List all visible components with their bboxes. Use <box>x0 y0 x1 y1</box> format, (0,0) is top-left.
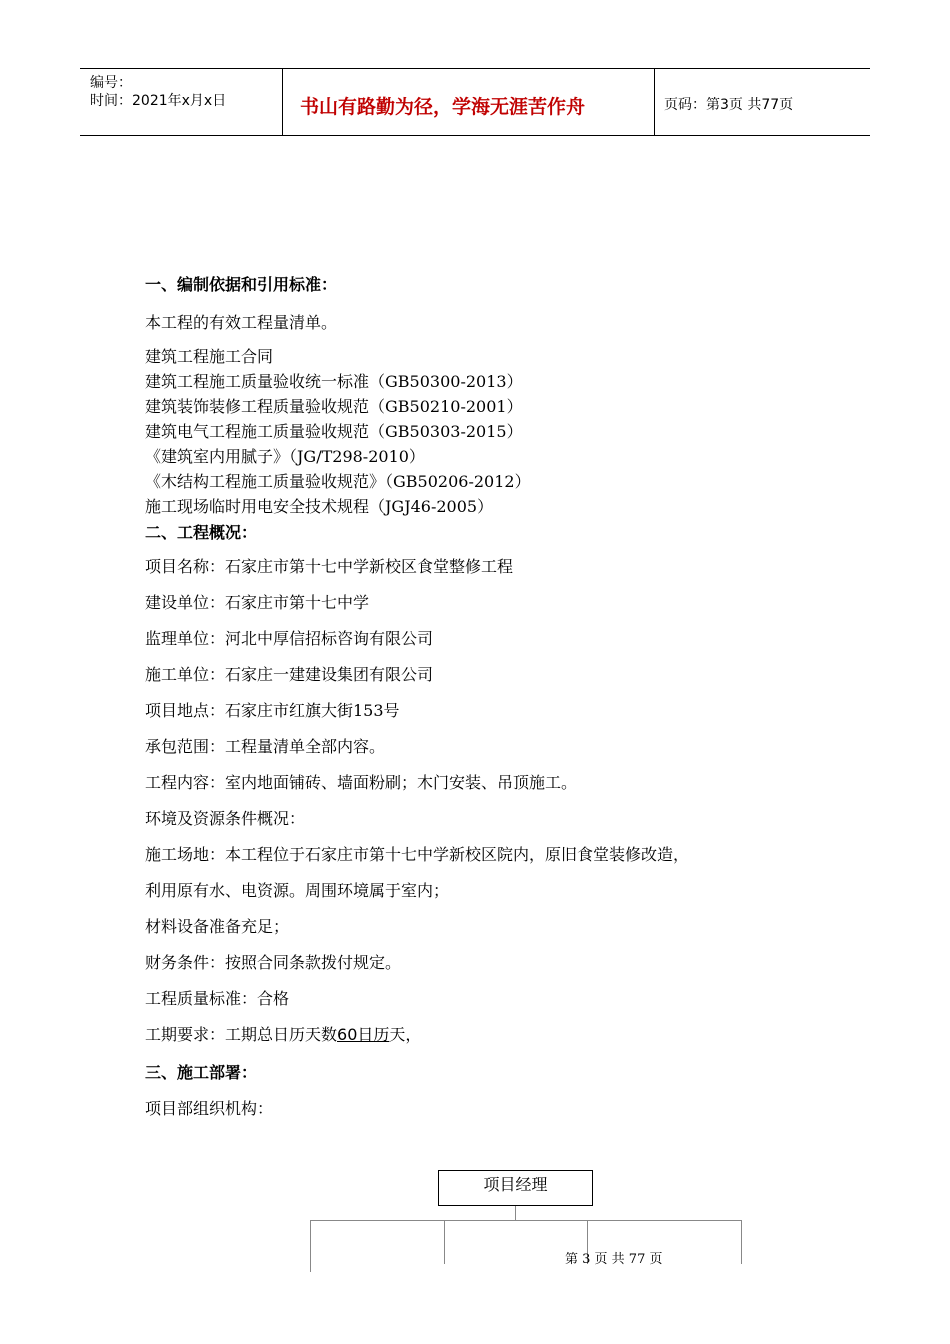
overview-line: 承包范围：工程量清单全部内容。 <box>145 737 386 756</box>
section-1-title: 一、编制依据和引用标准： <box>145 275 338 294</box>
overview-line: 材料设备准备充足； <box>145 917 290 936</box>
org-node-project-manager <box>438 1170 593 1206</box>
basis-line: 建筑电气工程施工质量验收规范（GB50303-2015） <box>145 422 523 441</box>
overview-line: 施工单位：石家庄一建建设集团有限公司 <box>145 665 434 684</box>
schedule-prefix: 工期要求：工期总日历天数 <box>145 1025 338 1044</box>
basis-line: 《木结构工程施工质量验收规范》（GB50206-2012） <box>145 472 531 491</box>
header-divider-left <box>282 68 283 136</box>
org-structure-label: 项目部组织机构： <box>145 1099 274 1118</box>
overview-line: 工程质量标准：合格 <box>145 989 290 1008</box>
header-page-info: 页码：第3页 共77页 <box>664 97 794 113</box>
schedule-line <box>145 1022 421 1045</box>
org-connector-horizontal <box>310 1220 742 1221</box>
overview-line: 项目地点：石家庄市红旗大街153号 <box>145 701 400 720</box>
schedule-suffix: 天， <box>389 1025 422 1044</box>
basis-line: 《建筑室内用腻子》（JG/T298-2010） <box>145 447 425 466</box>
basis-line: 建筑工程施工合同 <box>145 347 274 366</box>
page-footer: 第 3 页 共 77 页 <box>565 1252 663 1267</box>
overview-line: 财务条件：按照合同条款拨付规定。 <box>145 953 402 972</box>
basis-line: 施工现场临时用电安全技术规程（JGJ46-2005） <box>145 497 494 516</box>
overview-line: 利用原有水、电资源。周围环境属于室内； <box>145 881 450 900</box>
doc-date-label: 时间：2021年x月x日 <box>90 93 227 109</box>
overview-line: 监理单位：河北中厚信招标咨询有限公司 <box>145 629 434 648</box>
basis-line: 建筑装饰装修工程质量验收规范（GB50210-2001） <box>145 397 523 416</box>
org-branch-4 <box>741 1220 742 1264</box>
org-node-label: 项目经理 <box>483 1175 548 1194</box>
header-motto: 书山有路勤为径，学海无涯苦作舟 <box>300 96 586 118</box>
doc-code-label: 编号： <box>90 75 132 91</box>
header-divider-right <box>654 68 655 136</box>
basis-line: 本工程的有效工程量清单。 <box>145 313 338 332</box>
schedule-duration: 60日历 <box>337 1025 390 1044</box>
overview-line: 建设单位：石家庄市第十七中学 <box>145 593 370 612</box>
overview-line: 工程内容：室内地面铺砖、墙面粉刷；木门安装、吊顶施工。 <box>145 773 578 792</box>
section-3-title: 三、施工部署： <box>145 1063 258 1082</box>
overview-line: 项目名称：石家庄市第十七中学新校区食堂整修工程 <box>145 557 514 576</box>
header-top-border <box>80 68 870 69</box>
overview-line: 施工场地：本工程位于石家庄市第十七中学新校区院内，原旧食堂装修改造， <box>145 845 690 864</box>
basis-line: 建筑工程施工质量验收统一标准（GB50300-2013） <box>145 372 523 391</box>
org-branch-1 <box>310 1220 311 1272</box>
section-2-title: 二、工程概况： <box>145 523 258 542</box>
header-bottom-border <box>80 135 870 136</box>
org-branch-2 <box>444 1220 445 1264</box>
org-connector-vertical <box>515 1206 516 1220</box>
overview-line: 环境及资源条件概况： <box>145 809 306 828</box>
